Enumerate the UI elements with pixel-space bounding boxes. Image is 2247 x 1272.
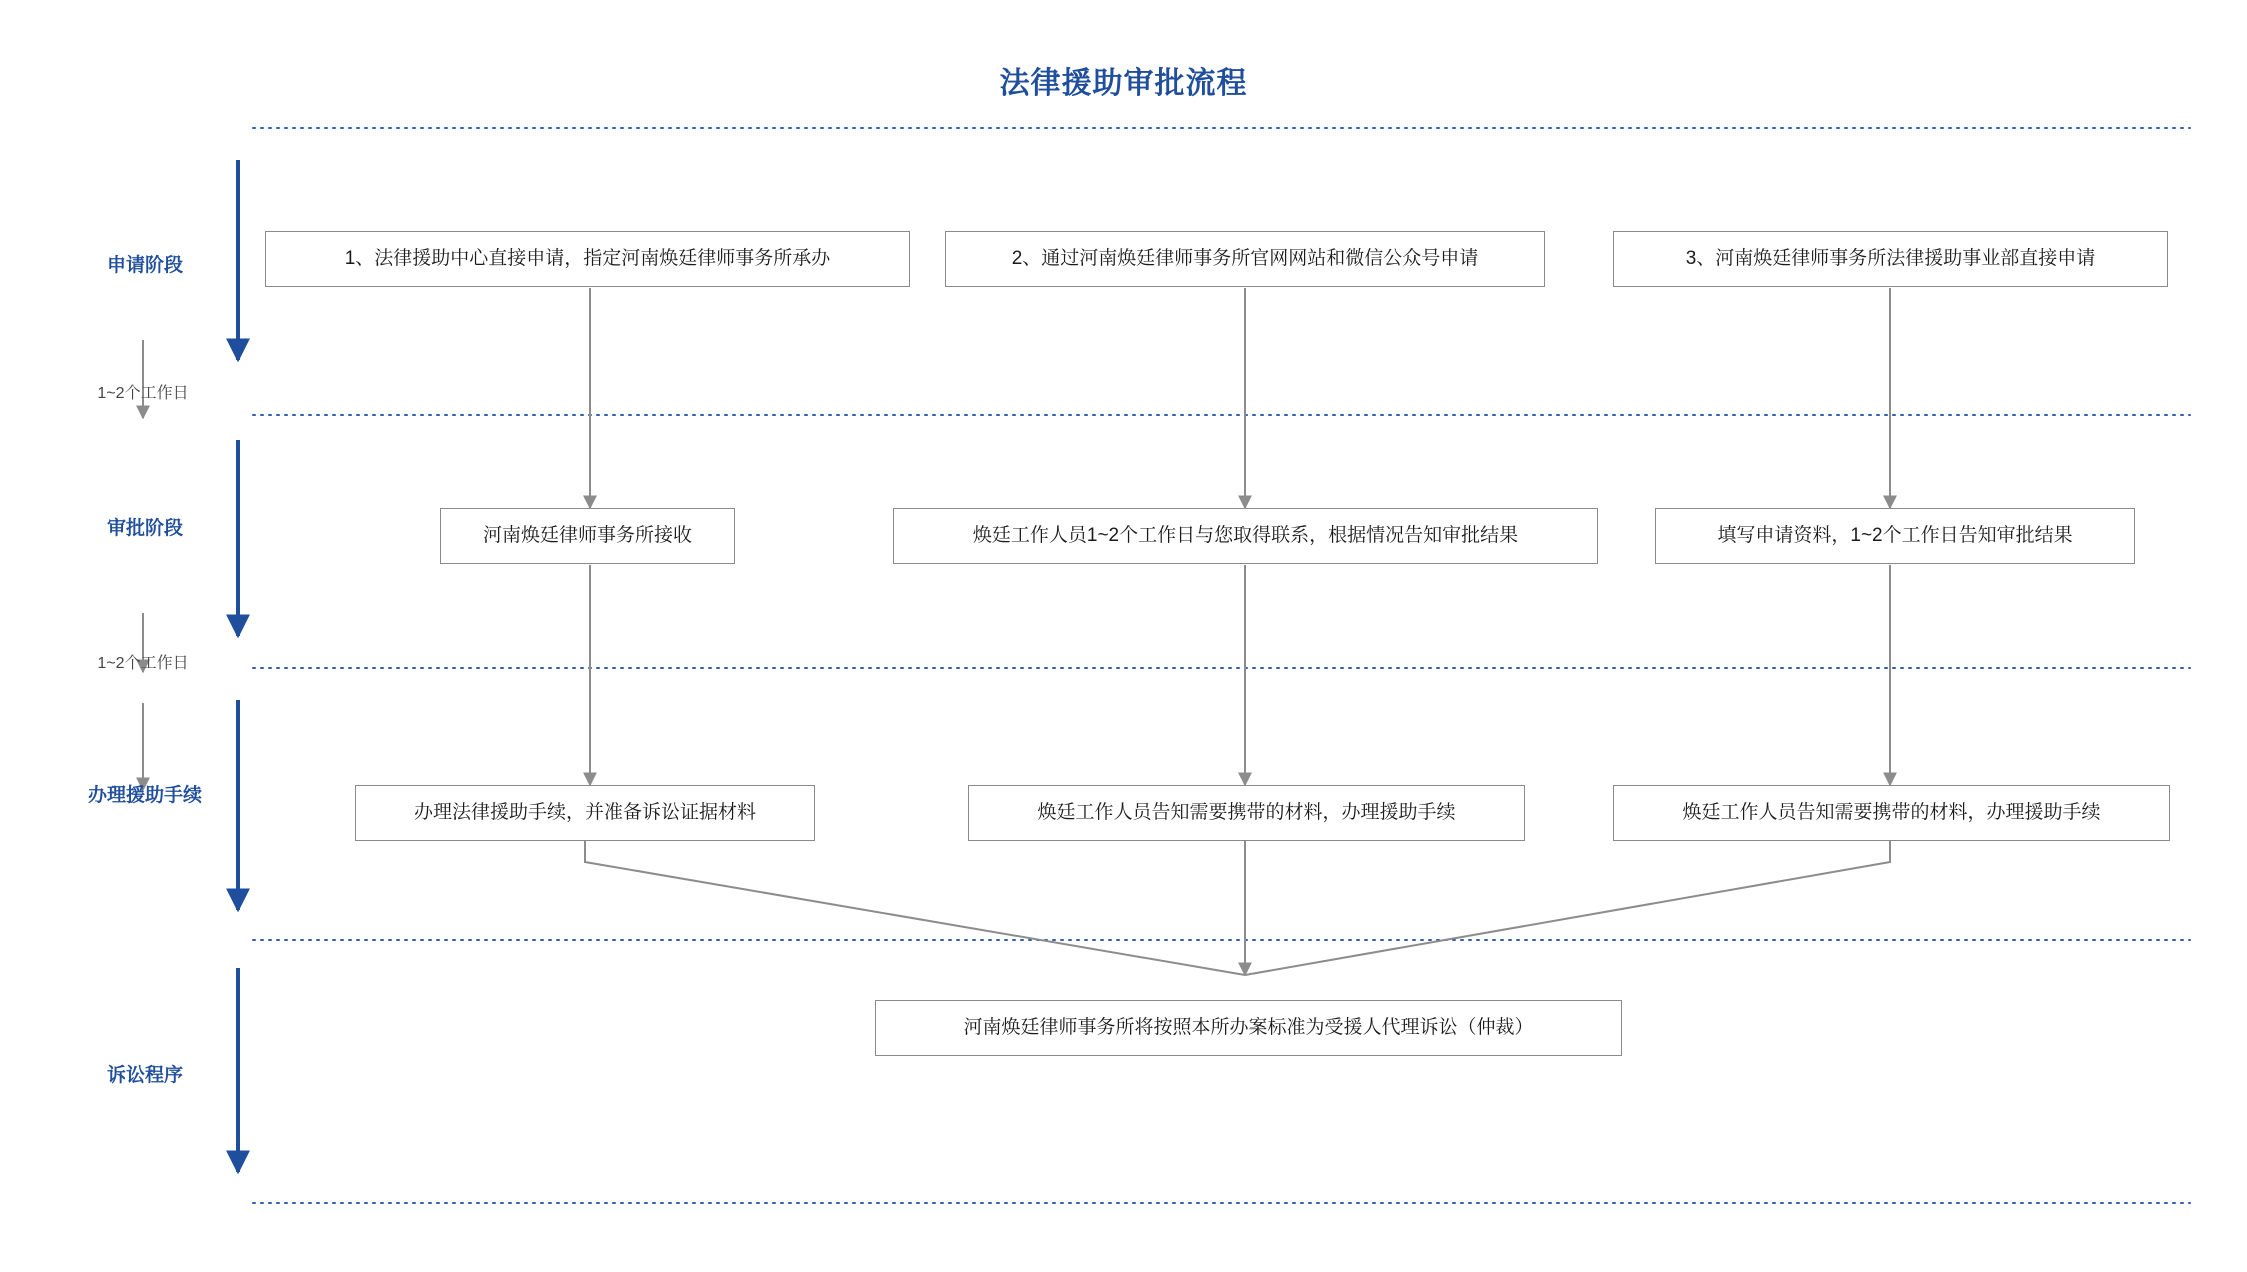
node-apply-1[interactable]: 1、法律援助中心直接申请，指定河南焕廷律师事务所承办: [265, 231, 910, 287]
stage-label-apply: 申请阶段: [106, 255, 183, 276]
node-handle-1[interactable]: 办理法律援助手续，并准备诉讼证据材料: [355, 785, 815, 841]
node-review-3[interactable]: 填写申请资料，1~2个工作日告知审批结果: [1655, 508, 2135, 564]
duration-label-2: 1~2个工作日: [97, 655, 189, 672]
node-final-litigation[interactable]: 河南焕廷律师事务所将按照本所办案标准为受援人代理诉讼（仲裁）: [875, 1000, 1622, 1056]
node-handle-2[interactable]: 焕廷工作人员告知需要携带的材料，办理援助手续: [968, 785, 1525, 841]
node-apply-3[interactable]: 3、河南焕廷律师事务所法律援助事业部直接申请: [1613, 231, 2168, 287]
page-title: 法律援助审批流程: [999, 67, 1248, 100]
node-apply-2[interactable]: 2、通过河南焕廷律师事务所官网网站和微信公众号申请: [945, 231, 1545, 287]
node-review-1[interactable]: 河南焕廷律师事务所接收: [440, 508, 735, 564]
duration-label-1: 1~2个工作日: [97, 385, 189, 402]
stage-label-litigation: 诉讼程序: [106, 1065, 183, 1086]
node-handle-3[interactable]: 焕廷工作人员告知需要携带的材料，办理援助手续: [1613, 785, 2170, 841]
stage-label-review: 审批阶段: [106, 518, 183, 539]
node-review-2[interactable]: 焕廷工作人员1~2个工作日与您取得联系，根据情况告知审批结果: [893, 508, 1598, 564]
stage-label-handle: 办理援助手续: [87, 785, 202, 806]
